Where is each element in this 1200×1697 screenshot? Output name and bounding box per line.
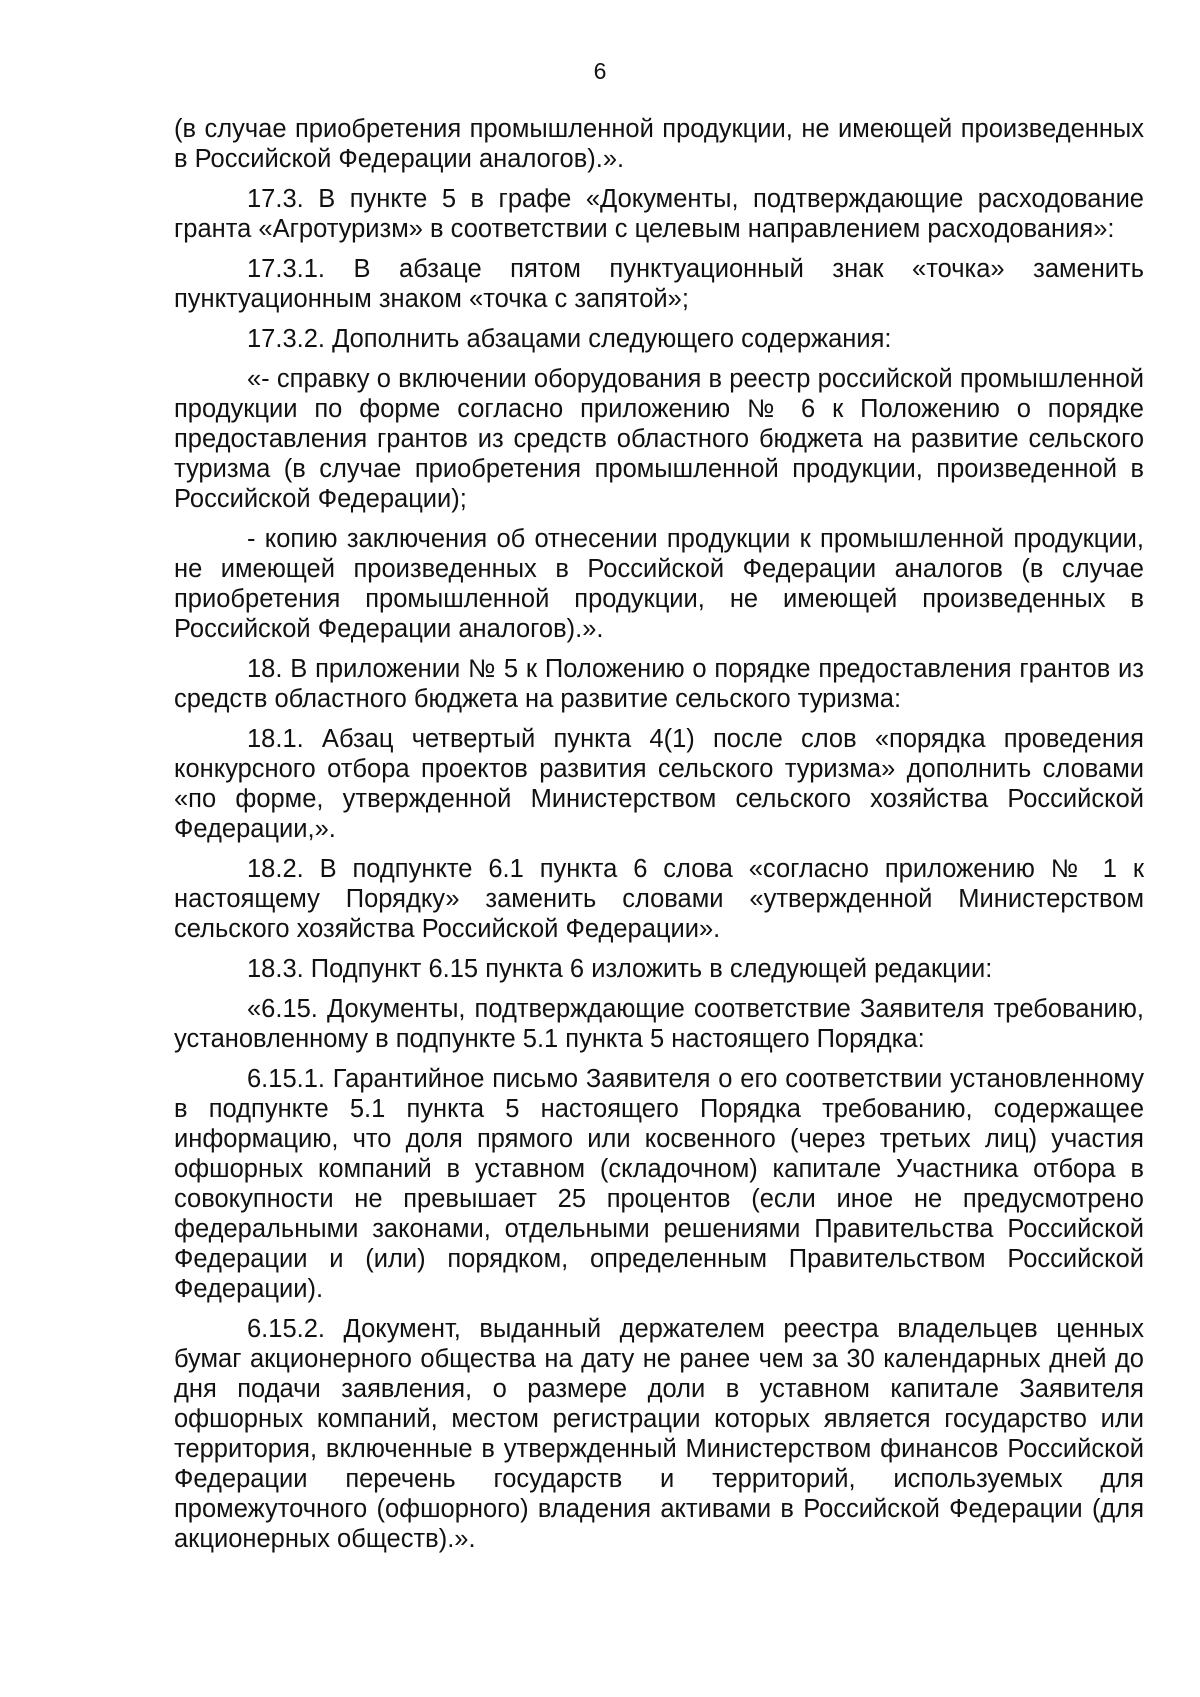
paragraph-18-1: 18.1. Абзац четвертый пункта 4(1) после слов «порядка проведения конкурсного отбора проектов развития сельского туризма» дополнить словами «по форме, утвержденной Министерством сельского хозяйства Российской Федерации,».: [174, 725, 1144, 843]
paragraph-continuation: (в случае приобретения промышленной продукции, не имеющей произведенных в Российской Федерации аналогов).».: [174, 115, 1144, 173]
paragraph-17-3: 17.3. В пункте 5 в графе «Документы, подтверждающие расходование гранта «Агротуризм» в соответствии с целевым направлением расходования»:: [174, 185, 1144, 243]
paragraph-17-3-1: 17.3.1. В абзаце пятом пунктуационный знак «точка» заменить пунктуационным знаком «точка с запятой»;: [174, 255, 1144, 313]
paragraph-quote-reference: «- справку о включении оборудования в реестр российской промышленной продукции по форме согласно приложению № 6 к Положению о порядке предоставления грантов из средств областного бюджета на развитие сельского туризма (в случае приобретения промышленной продукции, произведенной в Российской Федерации);: [174, 365, 1144, 513]
paragraph-18: 18. В приложении № 5 к Положению о порядке предоставления грантов из средств областного бюджета на развитие сельского туризма:: [174, 655, 1144, 713]
paragraph-6-15-2: 6.15.2. Документ, выданный держателем реестра владельцев ценных бумаг акционерного общества на дату не ранее чем за 30 календарных дней до дня подачи заявления, о размере доли в уставном капитале Заявителя офшорных компаний, местом регистрации которых является государство или территория, включенные в утвержденный Министерством финансов Российской Федерации перечень государств и территорий, используемых для промежуточного (офшорного) владения активами в Российской Федерации (для акционерных обществ).».: [174, 1315, 1144, 1553]
paragraph-17-3-2: 17.3.2. Дополнить абзацами следующего содержания:: [247, 325, 892, 353]
paragraph-6-15: «6.15. Документы, подтверждающие соответствие Заявителя требованию, установленному в подпункте 5.1 пункта 5 настоящего Порядка:: [174, 995, 1144, 1053]
paragraph-18-3: 18.3. Подпункт 6.15 пункта 6 изложить в следующей редакции:: [247, 955, 993, 983]
paragraph-18-2: 18.2. В подпункте 6.1 пункта 6 слова «согласно приложению № 1 к настоящему Порядку» заменить словами «утвержденной Министерством сельского хозяйства Российской Федерации».: [174, 855, 1144, 943]
paragraph-quote-conclusion: - копию заключения об отнесении продукции к промышленной продукции, не имеющей произведенных в Российской Федерации аналогов (в случае приобретения промышленной продукции, не имеющей произведенных в Российской Федерации аналогов).».: [174, 525, 1144, 643]
paragraph-6-15-1: 6.15.1. Гарантийное письмо Заявителя о его соответствии установленному в подпункте 5.1 пункта 5 настоящего Порядка требованию, содержащее информацию, что доля прямого или косвенного (через третьих лиц) участия офшорных компаний в уставном (складочном) капитале Участника отбора в совокупности не превышает 25 процентов (если иное не предусмотрено федеральными законами, отдельными решениями Правительства Российской Федерации и (или) порядком, определенным Правительством Российской Федерации).: [174, 1065, 1144, 1303]
document-body: [174, 114, 1144, 1564]
page-number: 6: [593, 58, 607, 84]
